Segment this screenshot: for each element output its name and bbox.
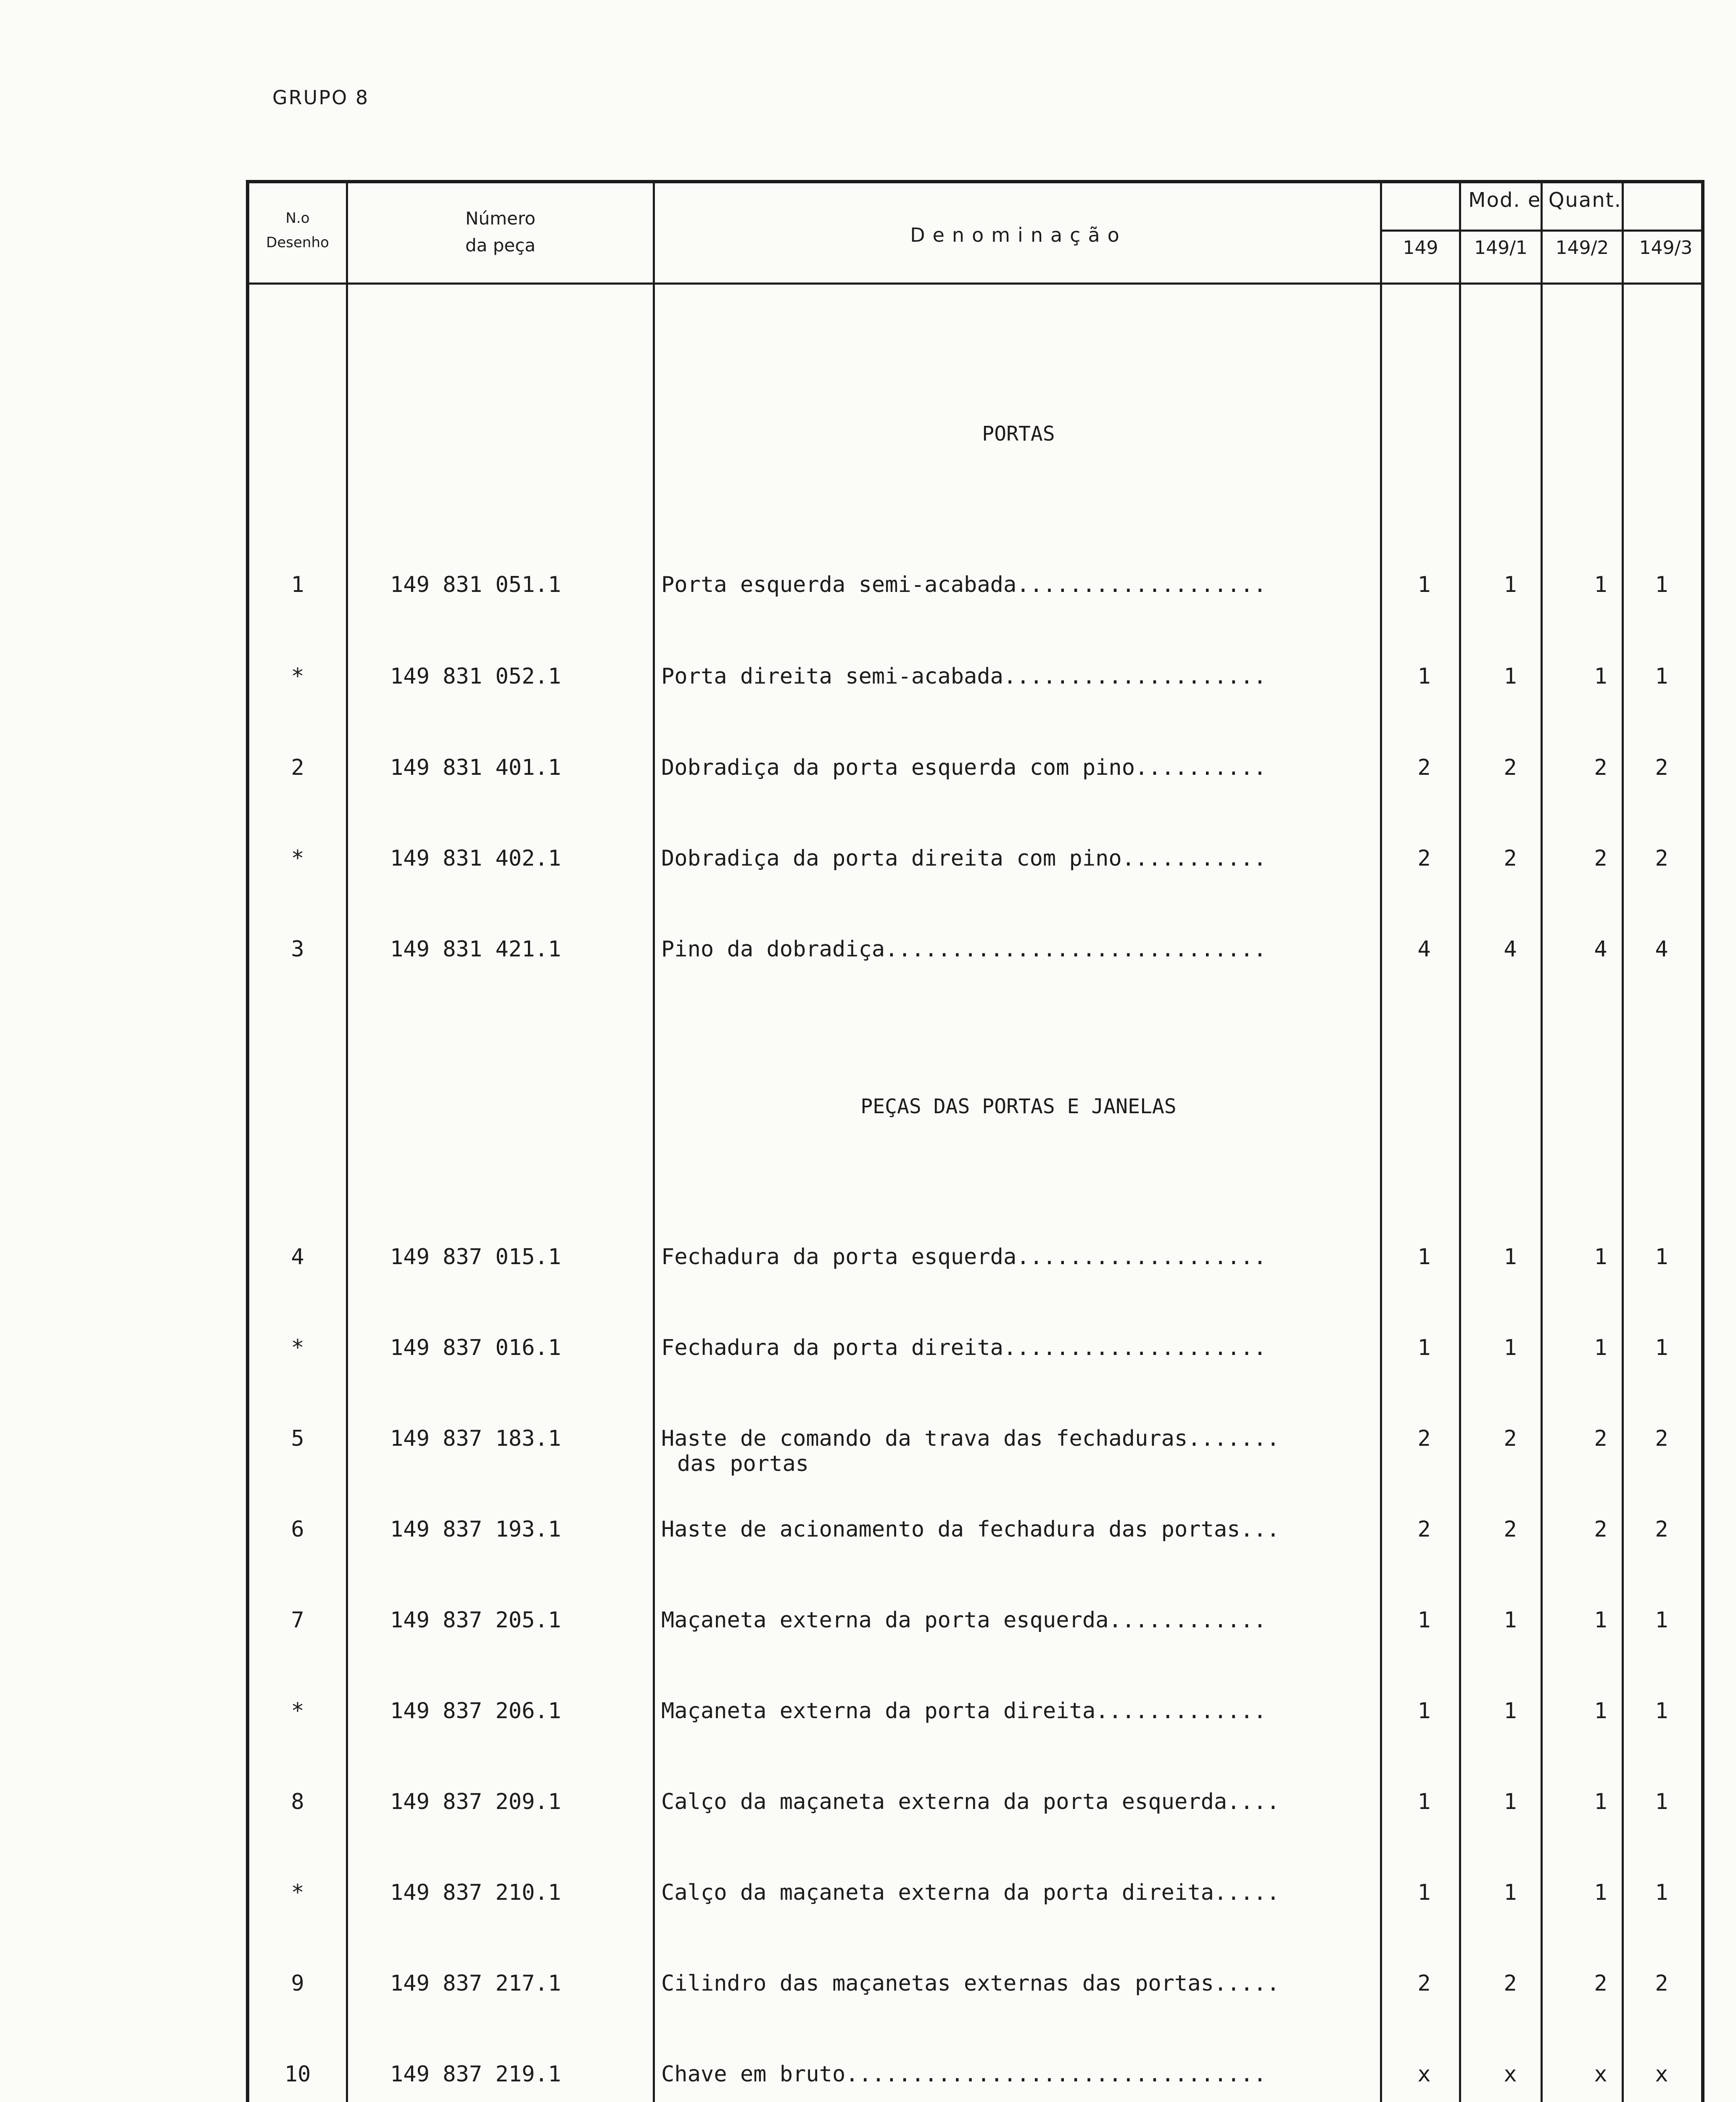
qty-149-2: 4 xyxy=(1594,937,1607,962)
part-description: Cilindro das maçanetas externas das portas..... xyxy=(661,1971,1280,1996)
qty-149-2: 1 xyxy=(1594,1698,1607,1724)
table-row xyxy=(249,937,1708,1000)
qty-149-2: 2 xyxy=(1594,846,1607,871)
qty-149-3: x xyxy=(1655,2062,1668,2087)
qty-149: 4 xyxy=(1417,937,1431,962)
qty-149: 1 xyxy=(1417,1789,1431,1814)
header-model-149-2: 149/2 xyxy=(1555,237,1609,259)
table-row xyxy=(249,755,1708,818)
drawing-number: 5 xyxy=(291,1426,304,1451)
part-description: Porta direita semi-acabada.................... xyxy=(661,664,1267,689)
part-description: Chave em bruto................................ xyxy=(661,2062,1267,2087)
qty-149-1: 2 xyxy=(1504,755,1517,780)
qty-149-1: 1 xyxy=(1504,1789,1517,1814)
qty-149-1: 2 xyxy=(1504,1517,1517,1542)
qty-149-1: 2 xyxy=(1504,1426,1517,1451)
table-row xyxy=(249,1244,1708,1307)
parts-table xyxy=(246,180,1704,2102)
qty-149: 2 xyxy=(1417,1517,1431,1542)
qty-149-3: 1 xyxy=(1655,1698,1668,1724)
part-description: Dobradiça da porta esquerda com pino.......... xyxy=(661,755,1267,780)
part-number: 149 837 193.1 xyxy=(390,1517,561,1542)
qty-149-2: 2 xyxy=(1594,1517,1607,1542)
part-number: 149 831 401.1 xyxy=(390,755,561,780)
qty-149: 1 xyxy=(1417,1335,1431,1360)
table-row xyxy=(249,664,1708,727)
table-row xyxy=(249,1608,1708,1671)
part-description: Calço da maçaneta externa da porta esquerda.... xyxy=(661,1789,1280,1814)
header-numero-line1: Número xyxy=(465,208,536,229)
qty-149-3: 1 xyxy=(1655,1244,1668,1270)
header-model-149-3: 149/3 xyxy=(1639,237,1693,259)
header-numero-line2: da peça xyxy=(465,235,536,256)
qty-149: 1 xyxy=(1417,1698,1431,1724)
qty-149: 2 xyxy=(1417,755,1431,780)
part-number: 149 837 210.1 xyxy=(390,1880,561,1905)
qty-149: 1 xyxy=(1417,664,1431,689)
part-description-line2: das portas xyxy=(677,1451,809,1476)
qty-149-2: 1 xyxy=(1594,1244,1607,1270)
drawing-number: 3 xyxy=(291,937,304,962)
qty-149-1: 2 xyxy=(1504,1971,1517,1996)
qty-149-1: 1 xyxy=(1504,1698,1517,1724)
header-no-line2: Desenho xyxy=(266,234,329,251)
table-row xyxy=(249,846,1708,909)
part-description xyxy=(661,1426,1376,1476)
part-description: Dobradiça da porta direita com pino........... xyxy=(661,846,1267,871)
drawing-number: 6 xyxy=(291,1517,304,1542)
drawing-number: * xyxy=(291,664,304,689)
drawing-number: 1 xyxy=(291,572,304,597)
group-label: GRUPO 8 xyxy=(272,86,369,109)
qty-149-3: 4 xyxy=(1655,937,1668,962)
qty-149-3: 2 xyxy=(1655,1517,1668,1542)
table-row xyxy=(249,1517,1708,1580)
qty-149: 1 xyxy=(1417,1880,1431,1905)
part-description: Porta esquerda semi-acabada................... xyxy=(661,572,1267,597)
qty-149: 2 xyxy=(1417,1971,1431,1996)
part-description: Fechadura da porta direita.................... xyxy=(661,1335,1267,1360)
qty-149-3: 1 xyxy=(1655,1789,1668,1814)
part-number: 149 837 209.1 xyxy=(390,1789,561,1814)
qty-149: 1 xyxy=(1417,572,1431,597)
qty-149-3: 2 xyxy=(1655,1426,1668,1451)
section-portas: PORTAS xyxy=(982,422,1055,446)
part-description: Calço da maçaneta externa da porta direita..... xyxy=(661,1880,1280,1905)
qty-149-2: 1 xyxy=(1594,1608,1607,1633)
qty-149-2: 2 xyxy=(1594,1971,1607,1996)
qty-149-1: 2 xyxy=(1504,846,1517,871)
header-numero xyxy=(348,205,653,259)
qty-149-2: 2 xyxy=(1594,755,1607,780)
part-description: Pino da dobradiça............................. xyxy=(661,937,1267,962)
qty-149-1: 4 xyxy=(1504,937,1517,962)
drawing-number: 8 xyxy=(291,1789,304,1814)
table-row xyxy=(249,2062,1708,2102)
drawing-number: 7 xyxy=(291,1608,304,1633)
drawing-number: 10 xyxy=(284,2062,311,2087)
drawing-number: * xyxy=(291,1698,304,1724)
header-bottom-rule xyxy=(249,283,1701,285)
part-description: Haste de acionamento da fechadura das portas... xyxy=(661,1517,1280,1542)
part-number: 149 837 183.1 xyxy=(390,1426,561,1451)
part-number: 149 837 219.1 xyxy=(390,2062,561,2087)
qty-149: 1 xyxy=(1417,1244,1431,1270)
section-pecas-portas-janelas: PEÇAS DAS PORTAS E JANELAS xyxy=(860,1095,1177,1118)
drawing-number: * xyxy=(291,1880,304,1905)
drawing-number: 4 xyxy=(291,1244,304,1270)
qty-149-3: 2 xyxy=(1655,1971,1668,1996)
part-description: Maçaneta externa da porta direita............. xyxy=(661,1698,1267,1724)
part-number: 149 831 051.1 xyxy=(390,572,561,597)
header-model-149-1: 149/1 xyxy=(1474,237,1528,259)
qty-149-1: 1 xyxy=(1504,1880,1517,1905)
part-number: 149 837 016.1 xyxy=(390,1335,561,1360)
part-number: 149 837 205.1 xyxy=(390,1608,561,1633)
qty-149-3: 1 xyxy=(1655,664,1668,689)
qty-149-3: 2 xyxy=(1655,846,1668,871)
qty-149-2: 2 xyxy=(1594,1426,1607,1451)
qty-149-1: 1 xyxy=(1504,1335,1517,1360)
qty-149-1: x xyxy=(1504,2062,1517,2087)
part-number: 149 837 015.1 xyxy=(390,1244,561,1270)
table-row xyxy=(249,1335,1708,1398)
qty-149-3: 1 xyxy=(1655,572,1668,597)
part-number: 149 837 206.1 xyxy=(390,1698,561,1724)
qty-149: x xyxy=(1417,2062,1431,2087)
table-row xyxy=(249,1789,1708,1852)
qty-149-1: 1 xyxy=(1504,1608,1517,1633)
mod-quant-rule xyxy=(1380,230,1701,232)
qty-149-2: 1 xyxy=(1594,1335,1607,1360)
qty-149-3: 1 xyxy=(1655,1335,1668,1360)
header-no-line1: N.o xyxy=(285,210,310,227)
header-no xyxy=(249,206,346,255)
header-denominacao: Denominação xyxy=(910,224,1127,246)
qty-149-2: 1 xyxy=(1594,664,1607,689)
header-mod-quant: Mod. e Quant. xyxy=(1468,188,1622,212)
qty-149: 2 xyxy=(1417,846,1431,871)
qty-149-2: 1 xyxy=(1594,572,1607,597)
table-row xyxy=(249,1880,1708,1943)
qty-149-3: 1 xyxy=(1655,1880,1668,1905)
qty-149-2: x xyxy=(1594,2062,1607,2087)
part-number: 149 837 217.1 xyxy=(390,1971,561,1996)
part-number: 149 831 052.1 xyxy=(390,664,561,689)
table-row xyxy=(249,1426,1708,1502)
part-number: 149 831 402.1 xyxy=(390,846,561,871)
part-description-line1: Haste de comando da trava das fechaduras....... xyxy=(661,1426,1280,1451)
qty-149: 2 xyxy=(1417,1426,1431,1451)
drawing-number: 9 xyxy=(291,1971,304,1996)
qty-149-1: 1 xyxy=(1504,572,1517,597)
qty-149-2: 1 xyxy=(1594,1789,1607,1814)
part-description: Maçaneta externa da porta esquerda............ xyxy=(661,1608,1267,1633)
table-row xyxy=(249,1971,1708,2034)
qty-149-3: 2 xyxy=(1655,755,1668,780)
qty-149-2: 1 xyxy=(1594,1880,1607,1905)
drawing-number: * xyxy=(291,1335,304,1360)
table-row xyxy=(249,572,1708,635)
qty-149-1: 1 xyxy=(1504,664,1517,689)
drawing-number: * xyxy=(291,846,304,871)
qty-149: 1 xyxy=(1417,1608,1431,1633)
qty-149-1: 1 xyxy=(1504,1244,1517,1270)
header-model-149: 149 xyxy=(1403,237,1438,259)
drawing-number: 2 xyxy=(291,755,304,780)
table-row xyxy=(249,1698,1708,1761)
part-number: 149 831 421.1 xyxy=(390,937,561,962)
qty-149-3: 1 xyxy=(1655,1608,1668,1633)
part-description: Fechadura da porta esquerda................... xyxy=(661,1244,1267,1270)
